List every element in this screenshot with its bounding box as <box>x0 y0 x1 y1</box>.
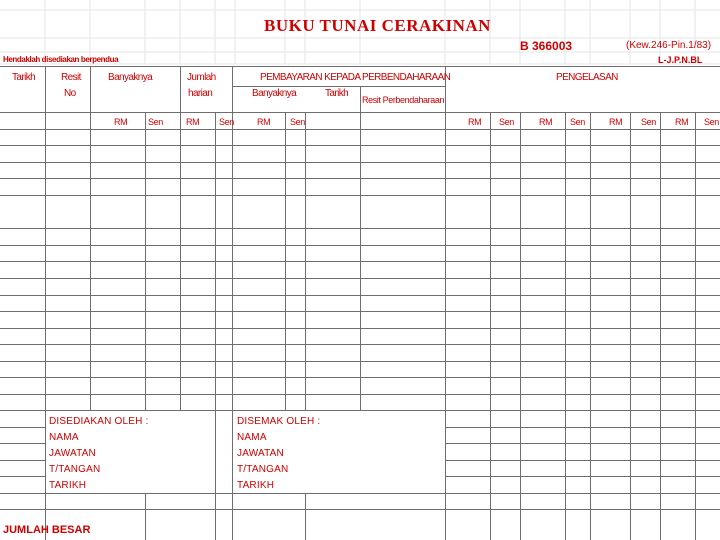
unit-rm: RM <box>609 117 623 127</box>
printer-code: L-J.P.N.BL <box>658 55 703 65</box>
col-banyaknya: Banyaknya <box>108 72 153 83</box>
col-pem-resit: Resit Perbendaharaan <box>362 95 445 105</box>
col-pembayaran: PEMBAYARAN KEPADA PERBENDAHARAAN <box>260 72 451 83</box>
checked-tandatangan[interactable]: T/TANGAN <box>237 464 289 475</box>
prepared-tandatangan[interactable]: T/TANGAN <box>49 464 101 475</box>
checked-heading: DISEMAK OLEH : <box>237 416 321 427</box>
form-code: (Kew.246-Pin.1/83) <box>626 40 712 51</box>
prepared-nama[interactable]: NAMA <box>49 432 79 443</box>
unit-rm: RM <box>539 117 553 127</box>
prepared-heading: DISEDIAKAN OLEH : <box>49 416 149 427</box>
unit-rm: RM <box>114 117 128 127</box>
col-jumlah-harian: harian <box>188 88 213 99</box>
unit-sen: Sen <box>570 117 585 127</box>
serial-number: B 366003 <box>520 39 573 53</box>
col-resit-no: No <box>64 88 76 99</box>
col-pem-tarikh: Tarikh <box>325 88 349 99</box>
unit-sen: Sen <box>641 117 656 127</box>
checked-nama[interactable]: NAMA <box>237 432 267 443</box>
unit-sen: Sen <box>290 117 305 127</box>
unit-rm: RM <box>468 117 482 127</box>
prepared-tarikh[interactable]: TARIKH <box>49 480 87 491</box>
unit-sen: Sen <box>704 117 719 127</box>
unit-sen: Sen <box>499 117 514 127</box>
unit-sen: Sen <box>219 117 234 127</box>
unit-rm: RM <box>257 117 271 127</box>
unit-rm: RM <box>675 117 689 127</box>
col-resit: Resit <box>61 72 81 83</box>
checked-tarikh[interactable]: TARIKH <box>237 480 275 491</box>
unit-sen: Sen <box>148 117 163 127</box>
col-jumlah: Jumlah <box>187 72 216 83</box>
unit-rm: RM <box>186 117 200 127</box>
duplicate-note: Hendaklah disediakan berpendua <box>3 55 119 64</box>
checked-jawatan[interactable]: JAWATAN <box>237 448 284 459</box>
jumlah-besar-label: JUMLAH BESAR <box>3 524 91 536</box>
form-title: BUKU TUNAI CERAKINAN <box>264 16 491 35</box>
col-pengelasan: PENGELASAN <box>556 72 618 83</box>
prepared-jawatan[interactable]: JAWATAN <box>49 448 96 459</box>
col-pem-banyaknya: Banyaknya <box>252 88 297 99</box>
col-tarikh: Tarikh <box>12 72 36 83</box>
